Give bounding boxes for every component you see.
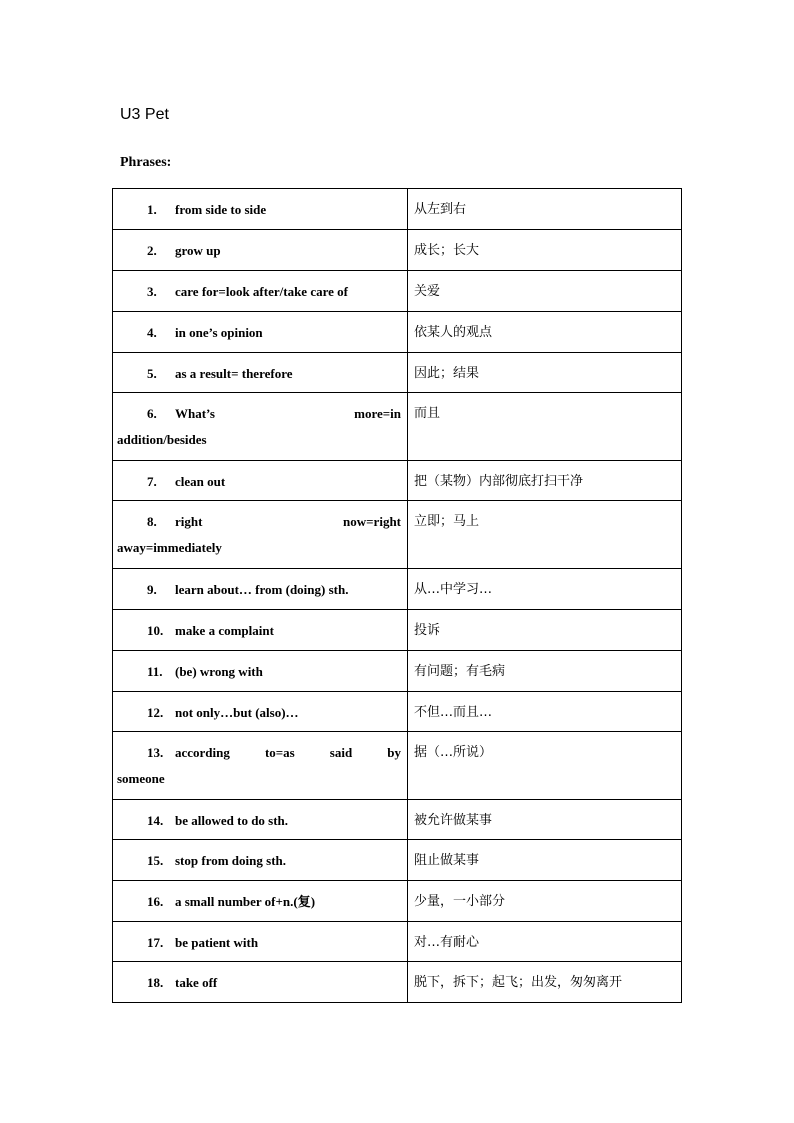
chinese-cell <box>408 692 682 732</box>
chinese-meaning: 因此；结果 <box>414 366 480 381</box>
chinese-cell <box>408 189 682 230</box>
chinese-cell <box>408 962 682 1003</box>
row-number: 17. <box>147 935 164 950</box>
english-phrase-part: said <box>329 745 353 760</box>
english-cell <box>113 230 408 271</box>
table-row <box>113 393 682 461</box>
table-row <box>113 610 682 651</box>
chinese-cell <box>408 651 682 692</box>
english-phrase: take off <box>175 975 218 990</box>
table-row <box>113 353 682 393</box>
chinese-cell <box>408 353 682 393</box>
english-cell <box>113 501 408 569</box>
english-phrase-part: right <box>175 514 203 529</box>
row-number: 11. <box>147 664 163 679</box>
row-number: 7. <box>147 474 157 489</box>
english-phrase-part: away=immediately <box>117 540 222 555</box>
english-phrase: stop from doing sth. <box>175 853 287 868</box>
chinese-meaning: 从…中学习… <box>414 582 493 597</box>
chinese-cell <box>408 271 682 312</box>
english-phrase: from side to side <box>175 202 267 217</box>
row-number: 6. <box>147 406 157 421</box>
chinese-cell <box>408 569 682 610</box>
english-phrase-part: now=right <box>343 514 401 529</box>
english-phrase: a small number of+n.(复) <box>175 894 316 909</box>
table-row <box>113 922 682 962</box>
row-number: 18. <box>147 975 164 990</box>
english-cell <box>113 922 408 962</box>
table-row <box>113 230 682 271</box>
chinese-cell <box>408 230 682 271</box>
table-row <box>113 651 682 692</box>
chinese-meaning: 据（…所说） <box>414 745 493 760</box>
english-cell <box>113 962 408 1003</box>
chinese-meaning: 把（某物）内部彻底打扫干净 <box>414 474 584 489</box>
table-row <box>113 962 682 1003</box>
english-phrase-part: according <box>175 745 230 760</box>
row-number: 4. <box>147 325 157 340</box>
row-number: 10. <box>147 623 164 638</box>
chinese-meaning: 从左到右 <box>414 202 467 217</box>
chinese-meaning: 被允许做某事 <box>414 813 493 828</box>
row-number: 15. <box>147 853 164 868</box>
chinese-cell <box>408 732 682 800</box>
table-row <box>113 800 682 840</box>
english-cell <box>113 461 408 501</box>
chinese-cell <box>408 800 682 840</box>
english-phrase: not only…but (also)… <box>175 705 299 720</box>
chinese-meaning: 关爱 <box>414 284 441 299</box>
chinese-meaning: 成长；长大 <box>414 243 480 258</box>
english-cell <box>113 189 408 230</box>
english-cell <box>113 692 408 732</box>
chinese-cell <box>408 610 682 651</box>
english-phrase: be allowed to do sth. <box>175 813 289 828</box>
row-number: 12. <box>147 705 164 720</box>
english-phrase-part: more=in <box>354 406 401 421</box>
english-cell <box>113 353 408 393</box>
english-phrase: care for=look after/take care of <box>175 284 348 299</box>
english-phrase: (be) wrong with <box>175 664 263 679</box>
row-number: 13. <box>147 745 164 760</box>
chinese-cell <box>408 393 682 461</box>
english-cell <box>113 800 408 840</box>
section-label: Phrases: <box>120 155 172 170</box>
chinese-meaning: 脱下，拆下；起飞；出发，匆匆离开 <box>414 975 623 990</box>
row-number: 3. <box>147 284 157 299</box>
table-row <box>113 271 682 312</box>
english-phrase: as a result= therefore <box>175 366 293 381</box>
chinese-cell <box>408 881 682 922</box>
english-cell <box>113 840 408 881</box>
english-cell <box>113 569 408 610</box>
chinese-cell <box>408 461 682 501</box>
english-cell <box>113 271 408 312</box>
row-number: 1. <box>147 202 157 217</box>
chinese-meaning: 投诉 <box>414 623 441 638</box>
table-row <box>113 501 682 569</box>
row-number: 8. <box>147 514 157 529</box>
english-cell <box>113 312 408 353</box>
chinese-cell <box>408 840 682 881</box>
english-phrase: learn about… from (doing) sth. <box>175 582 349 597</box>
english-phrase-part: someone <box>117 771 165 786</box>
table-row <box>113 461 682 501</box>
chinese-cell <box>408 922 682 962</box>
chinese-meaning: 依某人的观点 <box>414 325 493 340</box>
chinese-meaning: 立即；马上 <box>414 514 480 529</box>
phrases-table <box>112 188 682 1003</box>
row-number: 14. <box>147 813 164 828</box>
table-row <box>113 189 682 230</box>
english-cell <box>113 610 408 651</box>
english-phrase-part: What’s <box>175 406 215 421</box>
english-cell <box>113 393 408 461</box>
table-row <box>113 312 682 353</box>
chinese-meaning: 有问题；有毛病 <box>414 664 506 679</box>
table-row <box>113 692 682 732</box>
row-number: 5. <box>147 366 157 381</box>
page-title: U3 Pet <box>120 106 169 123</box>
table-row <box>113 569 682 610</box>
english-cell <box>113 732 408 800</box>
chinese-cell <box>408 501 682 569</box>
chinese-cell <box>408 312 682 353</box>
row-number: 2. <box>147 243 157 258</box>
chinese-meaning: 不但…而且… <box>414 705 493 720</box>
english-phrase: grow up <box>175 243 221 258</box>
english-cell <box>113 881 408 922</box>
row-number: 16. <box>147 894 164 909</box>
english-phrase: make a complaint <box>175 623 274 638</box>
english-phrase-part: by <box>387 745 401 760</box>
row-number: 9. <box>147 582 157 597</box>
english-phrase-part: to=as <box>264 745 295 760</box>
chinese-meaning: 对…有耐心 <box>414 935 480 950</box>
chinese-meaning: 少量，一小部分 <box>414 894 506 909</box>
table-row <box>113 881 682 922</box>
chinese-meaning: 而且 <box>414 406 441 421</box>
table-row <box>113 840 682 881</box>
english-phrase: in one’s opinion <box>175 325 263 340</box>
chinese-meaning: 阻止做某事 <box>414 853 480 868</box>
english-phrase: clean out <box>175 474 226 489</box>
english-cell <box>113 651 408 692</box>
table-row <box>113 732 682 800</box>
english-phrase: be patient with <box>175 935 259 950</box>
english-phrase-part: addition/besides <box>117 432 207 447</box>
